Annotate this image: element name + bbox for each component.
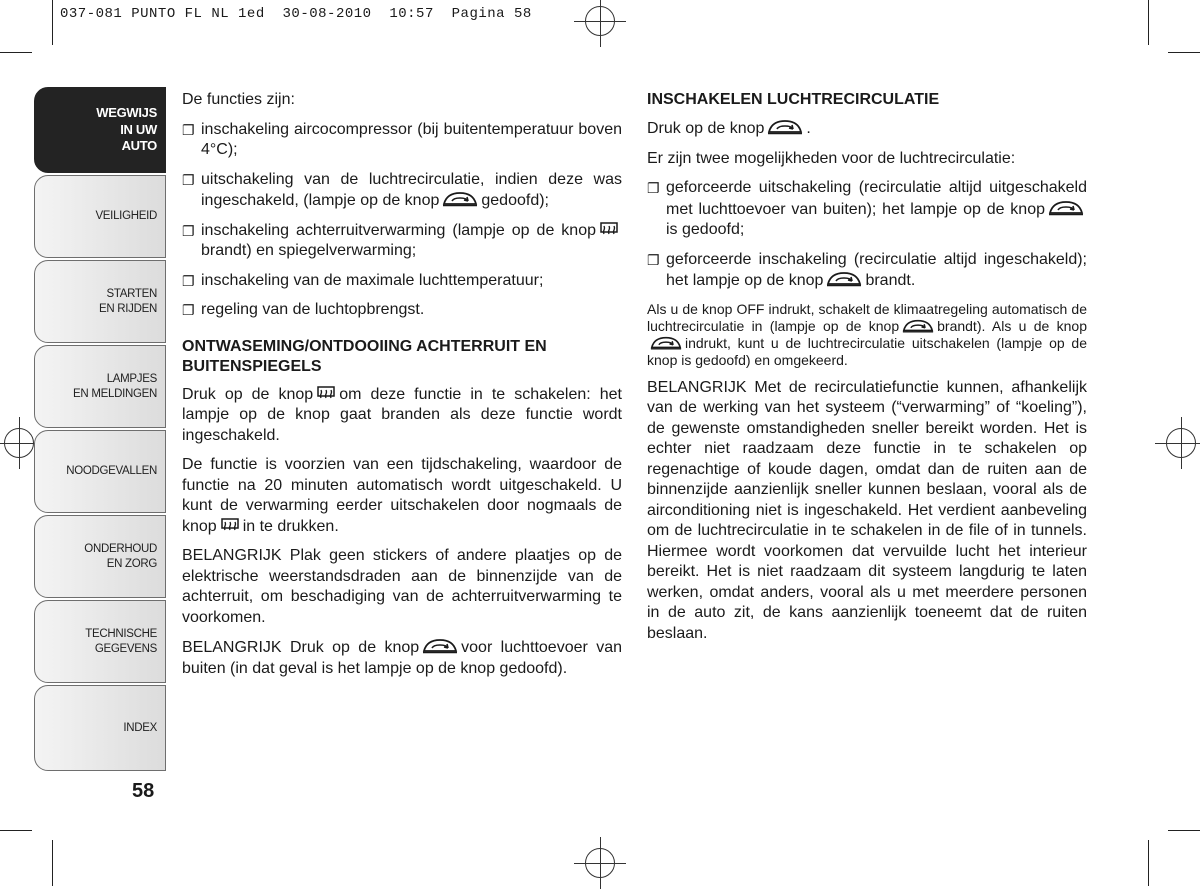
- registration-mark-bottom: [585, 848, 615, 878]
- rear-defrost-icon: [220, 518, 240, 534]
- checkbox-bullet-icon: ❐: [647, 180, 660, 196]
- right-column: [647, 90, 1087, 653]
- crop-mark: [1168, 52, 1200, 53]
- recirculation-icon: [422, 637, 458, 655]
- section-heading: INSCHAKELEN LUCHTRECIRCULATIE: [647, 91, 940, 108]
- rear-defrost-icon: [599, 222, 619, 238]
- checkbox-bullet-icon: ❐: [182, 171, 195, 188]
- tab-noodgevallen[interactable]: NOODGEVALLEN: [34, 430, 166, 513]
- registration-mark-right: [1166, 428, 1196, 458]
- checkbox-bullet-icon: ❐: [182, 272, 195, 289]
- paragraph: De functie is voorzien van een tijdschakeling, waardoor de functie na 20 minuten automatisch wordt uitgeschakeld. U kunt de verwarming eerder uitschakelen door nogmaals de knop in te drukken.: [182, 456, 622, 535]
- rear-defrost-icon: [316, 386, 336, 402]
- recirculation-icon: [650, 335, 682, 351]
- recirculation-icon: [442, 190, 478, 208]
- crop-mark: [52, 840, 53, 886]
- left-column: [182, 90, 622, 688]
- checkbox-bullet-icon: ❐: [182, 302, 195, 318]
- paragraph: BELANGRIJK Druk op de knop voor luchttoevoer van buiten (in dat geval is het lampje op de knop gedoofd).: [182, 639, 622, 677]
- tab-lampjes-en-meldingen[interactable]: LAMPJES EN MELDINGEN: [34, 345, 166, 428]
- recirculation-icon: [1048, 199, 1084, 217]
- crop-mark: [1168, 830, 1200, 831]
- recirculation-icon: [826, 270, 862, 288]
- crop-mark: [52, 0, 53, 45]
- section-heading: ONTWASEMING/ONTDOOIING ACHTERRUIT EN BUITENSPIEGELS: [182, 337, 547, 375]
- list-item: ❐ inschakeling achterruitverwarming (lampje op de knopbrandt) en spiegelverwarming;: [182, 221, 622, 262]
- note-paragraph: Als u de knop OFF indrukt, schakelt de klimaatregeling automatisch de luchtrecirculatie in (lampje op de knop brandt). Als u de knopindrukt, kunt u de luchtrecirculatie uitschakelen (lampje op de knop is gedoofd) en omgekeerd.: [647, 300, 1088, 368]
- tab-index[interactable]: INDEX: [34, 685, 166, 771]
- list-item: ❐ geforceerde uitschakeling (recirculatie altijd uitgeschakeld met luchttoevoer van buiten); het lampje op de knopis gedoofd;: [647, 178, 1087, 241]
- tab-onderhoud-en-zorg[interactable]: ONDERHOUD EN ZORG: [34, 515, 166, 598]
- list-item: ❐ inschakeling aircocompressor (bij buitentemperatuur boven 4°C);: [182, 120, 622, 161]
- page-number: 58: [132, 780, 155, 802]
- recirculation-icon: [902, 318, 934, 334]
- paragraph: Er zijn twee mogelijkheden voor de luchtrecirculatie:: [647, 149, 1016, 167]
- tab-veiligheid[interactable]: VEILIGHEID: [34, 175, 166, 258]
- registration-mark-left: [4, 428, 34, 458]
- paragraph: Druk op de knop .: [647, 120, 811, 137]
- list-item: ❐ uitschakeling van de luchtrecirculatie, indien deze was ingeschakeld, (lampje op de knop gedoofd);: [182, 170, 622, 212]
- tab-technische-gegevens[interactable]: TECHNISCHE GEGEVENS: [34, 600, 166, 683]
- crop-mark: [0, 830, 32, 831]
- paragraph: BELANGRIJK Plak geen stickers of andere plaatjes op de elektrische weerstandsdraden aan de binnenzijde van de achterruit, om beschadiging van de achterruitverwarming te voorkomen.: [182, 547, 622, 626]
- checkbox-bullet-icon: ❐: [647, 251, 660, 268]
- tab-wegwijs-in-uw-auto[interactable]: WEGWIJS IN UW AUTO: [34, 87, 166, 173]
- tab-starten-en-rijden[interactable]: STARTEN EN RIJDEN: [34, 260, 166, 343]
- crop-mark: [1148, 0, 1149, 45]
- recirculation-icon: [767, 118, 803, 136]
- checkbox-bullet-icon: ❐: [182, 222, 195, 239]
- crop-mark: [1148, 840, 1149, 886]
- list-item: ❐ regeling van de luchtopbrengst.: [182, 300, 622, 321]
- paragraph: BELANGRIJK Met de recirculatiefunctie kunnen, afhankelijk van de werking van het systeem (“verwarming” of “koeling”), de gewenste omstandigheden sneller bereikt worden. Het is echter niet raadzaam deze functie in te schakelen op regenachtige of koude dagen, omdat dan de ruiten aan de binnenzijde aanzienlijk sneller kunnen beslaan, vooral als de airconditioning niet is ingeschakeld. Het verdient aanbeveling om de luchtrecirculatie in te schakelen in de file of in tunnels. Hiermee wordt voorkomen dat vervuilde lucht het interieur bereikt. Het is niet raadzaam dit systeem langdurig te laten werken, omdat anders, vooral als u met meerdere personen in de auto zit, de kans aanzienlijk toeneemt dat de ruiten beslaan.: [647, 378, 1087, 642]
- paragraph: Druk op de knop om deze functie in te schakelen: het lampje op de knop gaat branden als deze functie wordt ingeschakeld.: [182, 385, 623, 444]
- registration-mark-top: [585, 6, 615, 36]
- print-slug: 037-081 PUNTO FL NL 1ed 30-08-2010 10:57 Pagina 58: [60, 6, 532, 22]
- crop-mark: [0, 52, 32, 53]
- list-item: ❐ geforceerde inschakeling (recirculatie altijd ingeschakeld); het lampje op de knop brandt.: [647, 250, 1087, 292]
- checkbox-bullet-icon: ❐: [182, 121, 195, 138]
- list-item: ❐ inschakeling van de maximale luchttemperatuur;: [182, 271, 622, 292]
- intro-text: De functies zijn:: [182, 91, 295, 108]
